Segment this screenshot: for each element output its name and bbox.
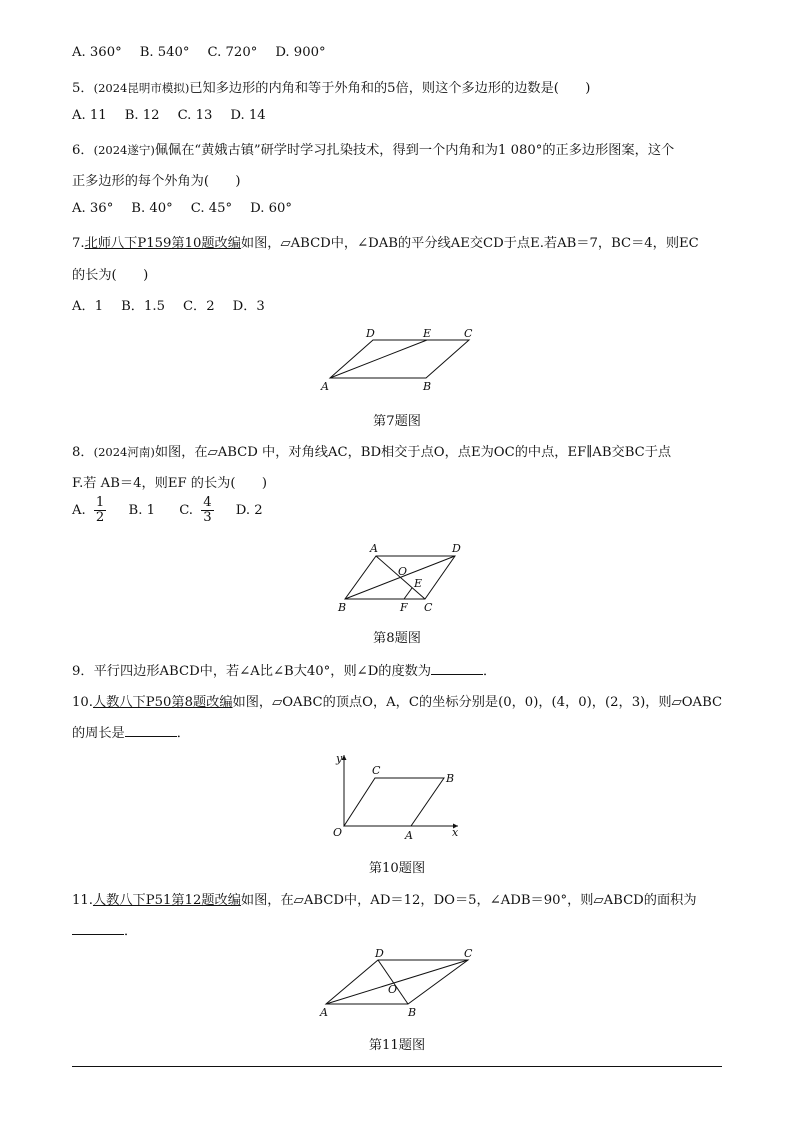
page-bottom-divider	[72, 1066, 722, 1067]
q8-choice-c-prefix: C.	[179, 503, 193, 518]
q7-label-a: A	[321, 380, 329, 393]
q10-label-b: B	[446, 772, 455, 785]
q10-label-o: O	[333, 826, 343, 839]
q10-text1: 如图，▱OABC的顶点O，A，C的坐标分别是(0，0)，(4，0)，(2，3)，则▱OABC	[232, 695, 723, 710]
q10-source: 人教八下P50第8题改编	[92, 695, 233, 710]
q6-text1: 佩佩在“黄娥古镇”研学时学习扎染技术，得到一个内角和为1 080°的正多边形图案，这个	[154, 143, 675, 158]
q11-text1: 如图，在▱ABCD中，AD＝12，DO＝5，∠ADB＝90°，则▱ABCD的面积为	[240, 893, 697, 908]
q5-choice-d: D. 14	[230, 108, 266, 123]
q6-choice-a: A. 36°	[72, 201, 114, 216]
q7-number: 7.	[72, 236, 85, 251]
q5-choice-c: C. 13	[177, 108, 213, 123]
q8-text1: 如图，在▱ABCD 中，对角线AC，BD相交于点O，点E为OC的中点，EF∥AB交BC于点	[154, 445, 672, 460]
q10-label-c: C	[372, 764, 381, 777]
q7-choice-a: A．1	[72, 299, 104, 314]
q8-label-e: E	[414, 577, 423, 590]
q9-text: 平行四边形ABCD中，若∠A比∠B大40°，则∠D的度数为	[93, 664, 432, 679]
q5-number: 5．	[72, 81, 94, 96]
q7-choice-c: C．2	[182, 299, 215, 314]
q6-source: (2024遂宁)	[93, 143, 155, 157]
q8-caption: 第8题图	[373, 631, 421, 646]
q5-choice-b: B. 12	[124, 108, 160, 123]
q6-number: 6．	[72, 143, 94, 158]
q7-label-c: C	[464, 327, 473, 340]
q5-source: (2024昆明市模拟)	[93, 81, 190, 95]
q11-diagonal-ac	[326, 960, 468, 1004]
q11-label-a: A	[320, 1006, 328, 1019]
q8-choice-a-denominator: 2	[95, 510, 105, 525]
q4-choice-d: D. 900°	[275, 45, 326, 60]
q11-number: 11.	[72, 893, 93, 908]
q7-source: 北师八下P159第10题改编	[84, 236, 241, 251]
q10-label-x: x	[452, 826, 459, 839]
q11-diagonal-bd	[378, 960, 408, 1004]
q8-source: (2024河南)	[93, 445, 155, 459]
q7-stem-line2: 的长为( )	[72, 268, 149, 283]
q8-label-a: A	[370, 542, 378, 555]
q8-label-b: B	[338, 601, 347, 614]
q11-label-d: D	[375, 947, 384, 960]
q11-label-c: C	[464, 947, 473, 960]
q8-label-d: D	[452, 542, 461, 555]
q10-number: 10.	[72, 695, 93, 710]
q8-label-o: O	[398, 565, 408, 578]
q6-choice-d: D. 60°	[250, 201, 293, 216]
q8-number: 8．	[72, 445, 94, 460]
q9-end: ．	[483, 664, 497, 679]
q7-choice-d: D．3	[232, 299, 265, 314]
q7-caption: 第7题图	[373, 414, 421, 429]
q5-text: 已知多边形的内角和等于外角和的5倍，则这个多边形的边数是( )	[189, 81, 591, 96]
q4-choice-c: C. 720°	[207, 45, 258, 60]
q8-choice-c-numerator: 4	[203, 495, 212, 510]
q7-text1: 如图，▱ABCD中，∠DAB的平分线AE交CD于点E.若AB＝7，BC＝4，则EC	[240, 236, 699, 251]
q9-number: 9．	[72, 664, 94, 679]
q11-end: ．	[124, 924, 138, 939]
q10-label-y: y	[336, 752, 343, 765]
q11-source: 人教八下P51第12题改编	[92, 893, 241, 908]
q6-choice-b: B. 40°	[131, 201, 173, 216]
q7-label-b: B	[423, 380, 432, 393]
q4-choice-b: B. 540°	[139, 45, 190, 60]
q5-choice-a: A. 11	[72, 108, 107, 123]
q8-label-f: F	[400, 601, 408, 614]
q10-end: ．	[176, 726, 190, 741]
q6-choice-c: C. 45°	[190, 201, 233, 216]
q11-label-o: O	[388, 983, 398, 996]
q6-stem-line2: 正多边形的每个外角为( )	[72, 174, 241, 189]
q10-label-a: A	[405, 829, 413, 842]
q8-choice-d: D. 2	[235, 503, 263, 518]
q8-label-c: C	[424, 601, 433, 614]
q7-label-d: D	[366, 327, 375, 340]
q8-choice-a-prefix: A.	[72, 503, 86, 518]
q10-caption: 第10题图	[368, 861, 426, 876]
q11-label-b: B	[408, 1006, 417, 1019]
q8-choice-a-numerator: 1	[95, 495, 105, 510]
q4-choice-a: A. 360°	[72, 45, 122, 60]
q10-text2: 的周长是	[72, 726, 125, 741]
q8-stem-line2: F.若 AB＝4，则EF 的长为( )	[72, 476, 268, 491]
q7-label-e: E	[423, 327, 432, 340]
q7-choice-b: B．1.5	[121, 299, 165, 314]
q8-choice-c-denominator: 3	[203, 510, 212, 525]
q8-choice-b: B. 1	[128, 503, 155, 518]
q11-caption: 第11题图	[368, 1038, 426, 1053]
